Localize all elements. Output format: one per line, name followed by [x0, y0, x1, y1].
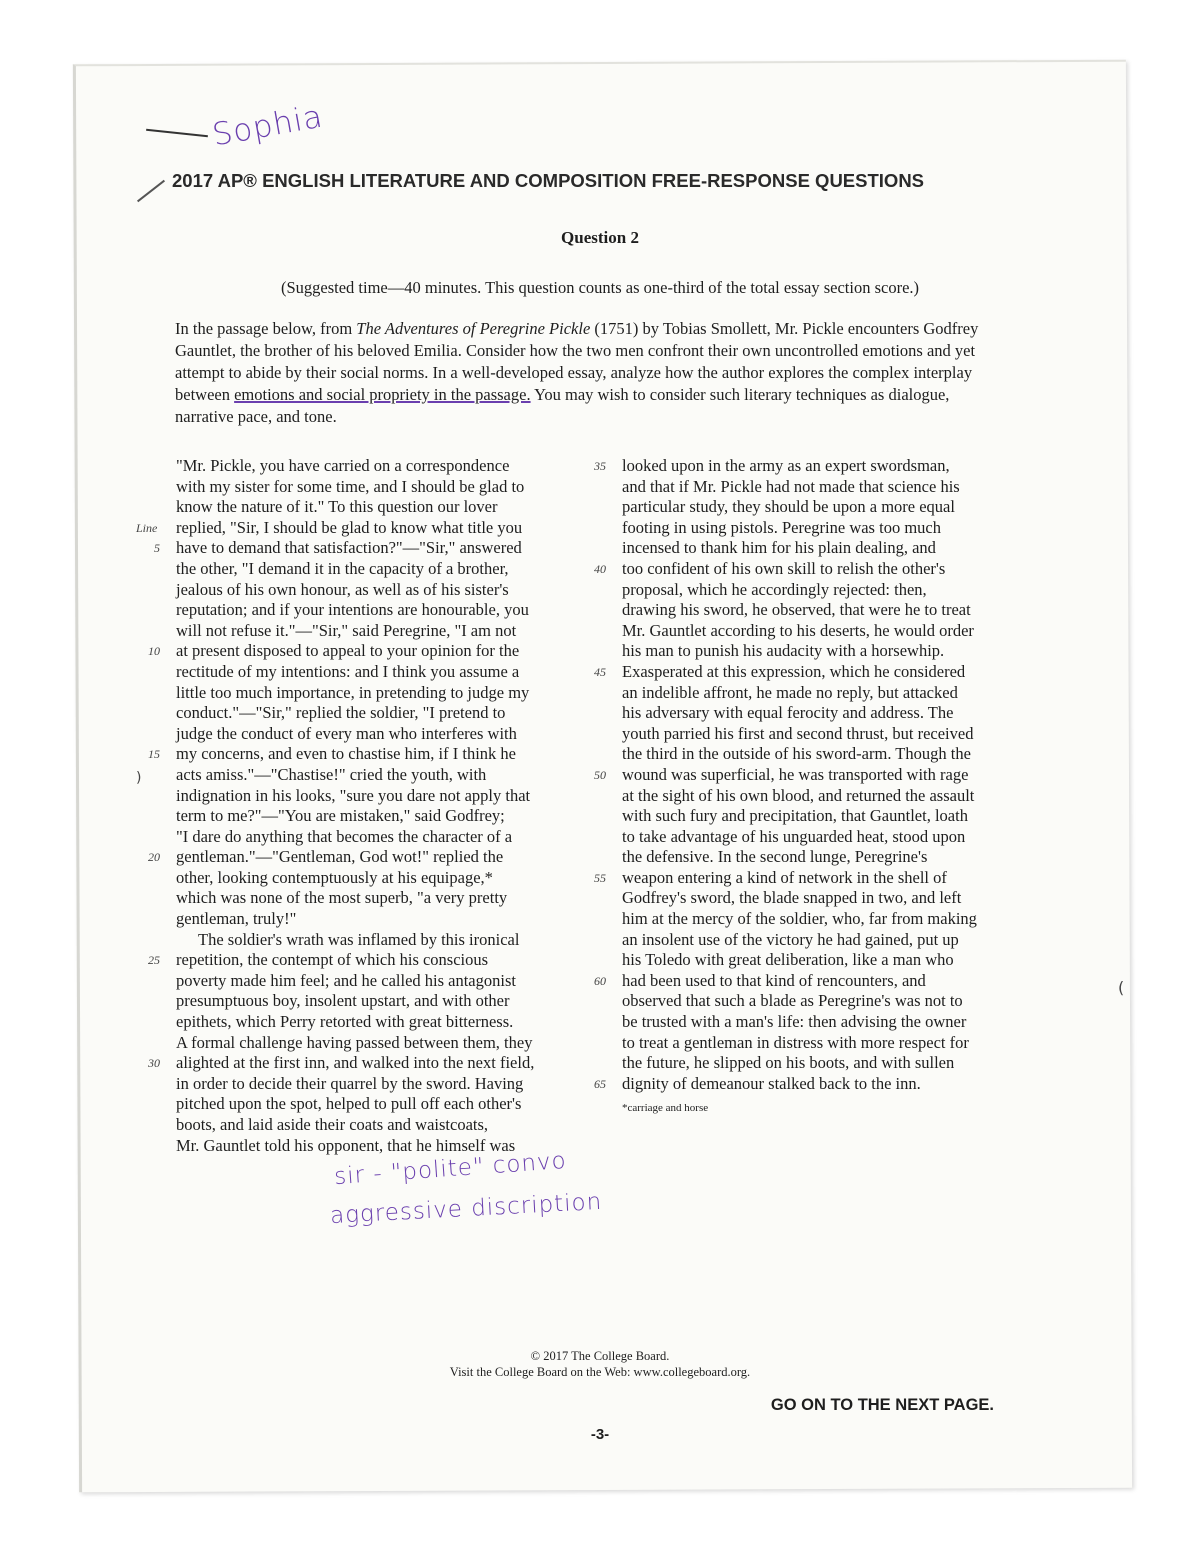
passage-line	[622, 518, 1002, 539]
passage-line	[622, 580, 1002, 601]
line-text: little too much importance, in pretending to judge my	[176, 682, 530, 702]
line-text: at the sight of his own blood, and returned the assault	[622, 785, 975, 805]
line-number: 15	[148, 747, 160, 762]
go-on-instruction: GO ON TO THE NEXT PAGE.	[770, 1396, 994, 1414]
passage-line	[622, 1033, 1002, 1054]
line-text: "Mr. Pickle, you have carried on a correspondence	[176, 456, 510, 475]
passage-line	[622, 497, 1002, 518]
handwritten-note-line2: aggressive discription	[329, 1188, 603, 1230]
line-text: an indelible affront, he made no reply, but attacked	[622, 682, 958, 702]
passage-line	[622, 538, 1002, 559]
line-text: the defensive. In the second lunge, Peregrine's	[622, 847, 928, 867]
line-text: gentleman."—"Gentleman, God wot!" replied the	[176, 847, 504, 867]
passage-line	[176, 806, 560, 827]
line-text: the third in the outside of his sword-arm. Though the	[622, 744, 971, 764]
passage-line	[148, 847, 560, 868]
line-number: 45	[594, 664, 606, 679]
passage-line	[594, 867, 1002, 889]
passage-line	[622, 641, 1002, 662]
line-text: acts amiss."—"Chastise!" cried the youth, with	[176, 764, 487, 784]
line-text: gentleman, truly!"	[176, 909, 297, 929]
line-text: term to me?"—"You are mistaken," said Godfrey;	[176, 806, 505, 826]
line-number: 10	[148, 644, 160, 659]
passage-line	[176, 600, 560, 621]
passage-right-column	[594, 456, 1002, 1094]
line-label: Line	[136, 521, 158, 535]
page-number: -3-	[590, 1426, 610, 1443]
line-number: 20	[148, 850, 160, 865]
pen-mark: (	[1118, 978, 1125, 997]
passage-line	[148, 744, 560, 765]
passage-line	[176, 456, 560, 477]
passage-line	[176, 1094, 560, 1115]
line-text: observed that such a blade as Peregrine's was not to	[622, 991, 963, 1011]
time-instruction: (Suggested time—40 minutes. This question counts as one-third of the total essay section score.)	[280, 278, 920, 297]
line-text: Mr. Gauntlet told his opponent, that he himself was	[176, 1135, 516, 1155]
line-text: and that if Mr. Pickle had not made that science his	[622, 476, 960, 496]
passage-line	[622, 991, 1002, 1012]
line-text: "I dare do anything that becomes the character of a	[176, 826, 513, 846]
line-text: reputation; and if your intentions are honourable, you	[176, 600, 529, 620]
student-name-handwriting: Sophia	[209, 98, 326, 154]
line-text: looked upon in the army as an expert swordsman,	[622, 456, 950, 475]
line-text: too confident of his own skill to relish the other's	[622, 558, 946, 578]
passage-line	[176, 1033, 560, 1054]
passage-line	[148, 950, 560, 971]
line-number: 65	[594, 1076, 606, 1091]
essay-prompt	[175, 318, 1003, 428]
line-text: pitched upon the spot, helped to pull off each other's	[176, 1094, 522, 1114]
copyright-block	[0, 1348, 1200, 1380]
passage-line	[622, 806, 1002, 827]
line-text: A formal challenge having passed between them, they	[176, 1032, 533, 1052]
passage-line	[622, 724, 1002, 745]
passage-line	[176, 559, 560, 580]
line-number: 60	[594, 973, 606, 988]
line-text: know the nature of it." To this question our lover	[176, 497, 498, 517]
line-text: incensed to thank him for his plain dealing, and	[622, 538, 936, 558]
line-text: an insolent use of the victory he had gained, put up	[622, 929, 959, 949]
passage-line	[622, 827, 1002, 848]
line-text: wound was superficial, he was transported with rage	[622, 764, 969, 784]
passage-line	[176, 662, 560, 683]
line-text: other, looking contemptuously at his equipage,*	[176, 867, 493, 887]
passage-line	[594, 661, 1002, 683]
passage-line	[176, 621, 560, 642]
passage-line	[176, 930, 560, 951]
passage-line	[176, 971, 560, 992]
line-text: dignity of demeanour stalked back to the inn.	[622, 1073, 921, 1093]
line-text: proposal, which he accordingly rejected: then,	[622, 579, 927, 599]
passage-line	[622, 847, 1002, 868]
line-text: the future, he slipped on his boots, and with sullen	[622, 1053, 955, 1073]
line-text: conduct."—"Sir," replied the soldier, "I pretend to	[176, 703, 506, 723]
passage-line	[176, 518, 560, 539]
line-text: in order to decide their quarrel by the sword. Having	[176, 1073, 524, 1093]
line-text: with my sister for some time, and I should be glad to	[176, 476, 525, 496]
passage-line	[622, 909, 1002, 930]
line-number: 55	[594, 870, 606, 885]
line-text: his Toledo with great deliberation, like a man who	[622, 950, 954, 970]
passage-line	[594, 558, 1002, 580]
line-text: repetition, the contempt of which his conscious	[176, 950, 489, 970]
line-text: will not refuse it."—"Sir," said Peregrine, "I am not	[176, 620, 517, 640]
passage-line	[622, 600, 1002, 621]
line-text: his man to punish his audacity with a horsewhip.	[622, 641, 945, 661]
line-text: his adversary with equal ferocity and address. The	[622, 703, 954, 723]
passage-line	[176, 1074, 560, 1095]
line-text: Godfrey's sword, the blade snapped in two, and left	[622, 888, 962, 908]
line-text: with such fury and precipitation, that Gauntlet, loath	[622, 806, 968, 826]
line-text: presumptuous boy, insolent upstart, and with other	[176, 991, 510, 1011]
passage-line	[622, 1012, 1002, 1033]
prompt-text: (1751) by Tobias Smollett, Mr. Pickle encounters Godfrey Gauntlet, the brother of his beloved Emilia. Consider how the two men confront their own uncontrolled emotions and yet attempt to abide by their social norms. In a well-developed essay, analyze how the author explores the complex interplay between	[175, 319, 979, 404]
passage-line	[176, 1012, 560, 1033]
passage-line	[176, 888, 560, 909]
line-text: my concerns, and even to chastise him, if I think he	[176, 744, 516, 764]
question-title: Question 2	[561, 228, 639, 247]
passage-line	[622, 1053, 1002, 1074]
passage-line	[176, 786, 560, 807]
passage-line	[594, 970, 1002, 992]
website-text: Visit the College Board on the Web: www.collegeboard.org.	[449, 1365, 751, 1379]
line-number: 25	[148, 953, 160, 968]
passage-left-column	[148, 456, 560, 1156]
line-text: The soldier's wrath was inflamed by this ironical	[198, 929, 520, 949]
passage-line	[622, 888, 1002, 909]
passage-line	[622, 950, 1002, 971]
line-text: replied, "Sir, I should be glad to know what title you	[176, 517, 523, 537]
passage-line	[148, 1053, 560, 1074]
line-number: 30	[148, 1056, 160, 1071]
line-text: be trusted with a man's life: then advising the owner	[622, 1012, 967, 1032]
line-text: indignation in his looks, "sure you dare not apply that	[176, 785, 531, 805]
underlined-phrase: emotions and social propriety in the passage.	[234, 385, 531, 404]
line-text: alighted at the first inn, and walked into the next field,	[176, 1053, 535, 1073]
passage-line	[622, 930, 1002, 951]
line-number: 5	[154, 541, 160, 556]
line-text: which was none of the most superb, "a very pretty	[176, 888, 508, 908]
passage-line	[176, 1115, 560, 1136]
line-text: had been used to that kind of rencounters, and	[622, 970, 926, 990]
prompt-text: In the passage below, from	[175, 319, 357, 338]
line-text: poverty made him feel; and he called his antagonist	[176, 970, 516, 990]
passage-line	[622, 683, 1002, 704]
line-text: judge the conduct of every man who interferes with	[176, 723, 517, 743]
passage-line	[176, 703, 560, 724]
passage-line	[622, 477, 1002, 498]
passage-line	[176, 765, 560, 786]
passage-line	[176, 683, 560, 704]
passage-line	[176, 868, 560, 889]
line-text: have to demand that satisfaction?"—"Sir," answered	[176, 538, 522, 558]
handwritten-note-line1: sir - "polite" convo	[333, 1147, 568, 1191]
line-text: at present disposed to appeal to your opinion for the	[176, 641, 520, 661]
passage-line	[622, 703, 1002, 724]
passage-line	[176, 497, 560, 518]
line-text: Exasperated at this expression, which he considered	[622, 661, 966, 681]
line-text: to take advantage of his unguarded heat, stood upon	[622, 826, 966, 846]
line-text: Mr. Gauntlet according to his deserts, he would order	[622, 620, 974, 640]
line-text: epithets, which Perry retorted with great bitterness.	[176, 1012, 514, 1032]
pen-mark: )	[136, 770, 142, 786]
passage-line	[148, 641, 560, 662]
exam-header-title: 2017 AP® ENGLISH LITERATURE AND COMPOSITION FREE-RESPONSE QUESTIONS	[172, 170, 925, 191]
passage-line	[594, 764, 1002, 786]
passage-line	[176, 991, 560, 1012]
line-text: jealous of his own honour, as well as of his sister's	[176, 579, 509, 599]
book-title: The Adventures of Peregrine Pickle	[356, 319, 591, 338]
passage-line	[176, 827, 560, 848]
footnote: *carriage and horse	[622, 1102, 709, 1114]
passage-line	[622, 786, 1002, 807]
line-number: 40	[594, 561, 606, 576]
line-text: youth parried his first and second thrust, but received	[622, 723, 974, 743]
copyright-text: © 2017 The College Board.	[530, 1349, 670, 1363]
line-number: 50	[594, 767, 606, 782]
line-text: weapon entering a kind of network in the shell of	[622, 867, 947, 887]
line-text: to treat a gentleman in distress with more respect for	[622, 1032, 969, 1052]
passage-line	[622, 744, 1002, 765]
line-text: boots, and laid aside their coats and waistcoats,	[176, 1115, 489, 1134]
line-text: footing in using pistols. Peregrine was too much	[622, 517, 941, 537]
line-text: the other, "I demand it in the capacity of a brother,	[176, 558, 509, 578]
line-text: particular study, they should be upon a more equal	[622, 497, 955, 517]
passage-line	[176, 909, 560, 930]
prompt-text: You may wish to consider such literary techniques as dialogue, narrative pace, and tone.	[175, 385, 950, 426]
line-text: rectitude of my intentions: and I think you assume a	[176, 661, 520, 681]
passage-line	[622, 621, 1002, 642]
line-text: him at the mercy of the soldier, who, far from making	[622, 909, 977, 929]
passage-line	[154, 538, 560, 559]
passage-line	[176, 724, 560, 745]
line-number: 35	[594, 459, 606, 473]
line-text: drawing his sword, he observed, that were he to treat	[622, 600, 971, 620]
passage-line	[594, 1073, 1002, 1095]
passage-line	[176, 580, 560, 601]
passage-line	[176, 477, 560, 498]
passage-line	[594, 456, 1002, 477]
